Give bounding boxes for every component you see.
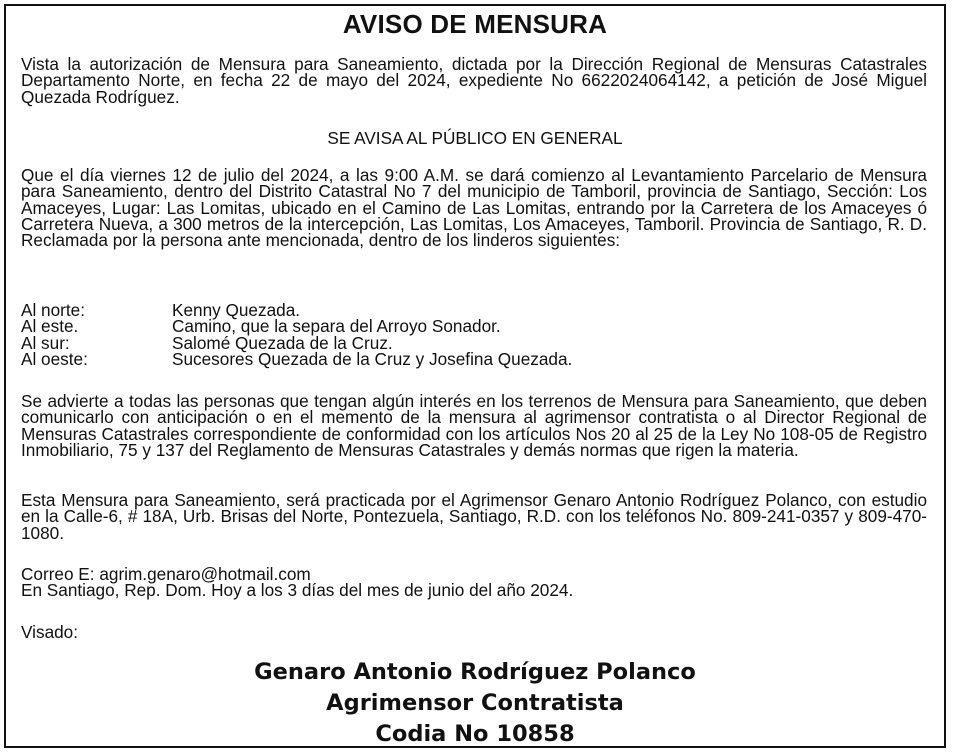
boundary-value: Salomé Quezada de la Cruz.: [172, 332, 393, 353]
announcement-line: SE AVISA AL PÚBLICO EN GENERAL: [327, 128, 623, 148]
boundary-direction: Al sur:: [21, 332, 70, 353]
signature-codia: Codia No 10858: [375, 721, 575, 747]
boundary-direction: Al este.: [21, 316, 79, 337]
email-line: Correo E: agrim.genaro@hotmail.com: [21, 564, 311, 584]
signature-block: [6, 657, 944, 750]
visado-label: Visado:: [21, 622, 79, 642]
practice-paragraph: Esta Mensura para Saneamiento, será practicada por el Agrimensor Genaro Antonio Rodríguez Polanco, con estudio en la Calle-6, # 18A, Urb. Brisas del Norte, Pontezuela, Santiago, R.D. con los teléfonos No. 809-241-0357 y 809-470-1080.: [21, 490, 927, 543]
boundary-value: Camino, que la separa del Arroyo Sonador.: [172, 316, 501, 337]
boundary-row-west: [21, 348, 573, 369]
boundary-direction: Al oeste:: [21, 348, 88, 369]
signature-role: Agrimensor Contratista: [326, 690, 624, 716]
notice-title: AVISO DE MENSURA: [342, 9, 608, 39]
boundary-value: Kenny Quezada.: [172, 300, 301, 320]
body-paragraph: Que el día viernes 12 de julio del 2024, a las 9:00 A.M. se dará comienzo al Levantamiento Parcelario de Mensura para Saneamiento, dentro del Distrito Catastral No 7 del municipio de Tamboril, provincia de Santiago, Sección: Los Amaceyes, Lugar: Las Lomitas, ubicado en el Camino de Las Lomitas, entrando por la Carretera de los Amaceyes ó Carretera Nueva, a 300 metros de la intercepción, Las Lomitas, Los Amaceyes, Tamboril. Provincia de Santiago, R. D. Reclamada por la persona ante mencionada, dentro de los linderos siguientes:: [21, 165, 927, 251]
contact-block: [21, 566, 573, 599]
boundaries-list: [21, 302, 572, 367]
signature-name: Genaro Antonio Rodríguez Polanco: [254, 659, 696, 685]
notice-box: [4, 4, 946, 748]
boundary-value: Sucesores Quezada de la Cruz y Josefina Quezada.: [172, 348, 573, 369]
intro-paragraph: Vista la autorización de Mensura para Saneamiento, dictada por la Dirección Regional de Mensuras Catastrales Departamento Norte, en fecha 22 de mayo del 2024, expediente No 6622024064142, a petición de José Miguel Quezada Rodríguez.: [21, 54, 927, 107]
place-date-line: En Santiago, Rep. Dom. Hoy a los 3 días del mes de junio del año 2024.: [21, 580, 574, 601]
boundary-direction: Al norte:: [21, 300, 86, 320]
warning-paragraph: Se advierte a todas las personas que tengan algún interés en los terrenos de Mensura para Saneamiento, que deben comunicarlo con anticipación o en el memento de la mensura al agrimensor contratista o al Director Regional de Mensuras Catastrales correspondiente de conformidad con los artículos Nos 20 al 25 de la Ley No 108-05 de Registro Inmobiliario, 75 y 137 del Reglamento de Mensuras Catastrales y demás normas que rigen la materia.: [21, 391, 927, 460]
